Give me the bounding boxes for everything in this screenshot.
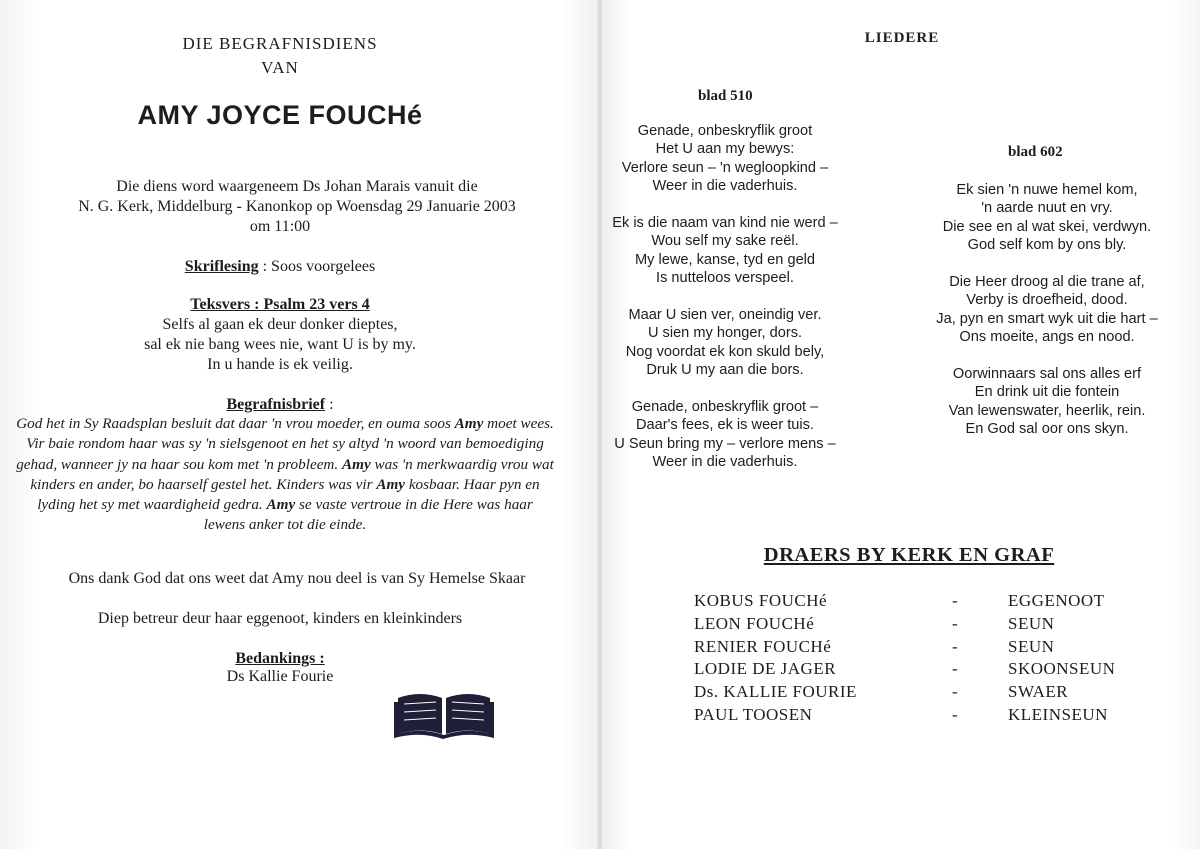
hymn-1-title: blad 510	[698, 88, 753, 104]
letter-heading-colon: :	[329, 396, 334, 413]
pallbearer-name: LEON FOUCHé	[694, 613, 815, 633]
lyric-line: Maar U sien ver, oneindig ver.	[628, 307, 822, 324]
lyric-line: Ons moeite, angs en nood.	[959, 329, 1135, 346]
pallbearer-row	[694, 590, 1115, 613]
pallbearer-row	[694, 681, 1115, 704]
lyric-line: Verlore seun – 'n wegloopkind –	[621, 159, 829, 176]
pallbearer-relation: KLEINSEUN	[1008, 704, 1108, 724]
lyric-line: U sien my honger, dors.	[647, 325, 803, 342]
deceased-name: AMY JOYCE FOUCHé	[137, 100, 423, 130]
acknowledgements-name: Ds Kallie Fourie	[226, 668, 334, 685]
left-page	[0, 0, 598, 849]
funeral-letter-heading	[0, 396, 560, 414]
scripture-label: Skriflesing	[184, 258, 259, 275]
acknowledgements-heading: Bedankings :	[235, 650, 325, 667]
lyric-line: Die see en al wat skei, verdwyn.	[942, 218, 1152, 235]
separator-dash: -	[952, 613, 958, 633]
verse-line: In u hande is ek veilig.	[207, 356, 353, 373]
lyric-line: En God sal oor ons skyn.	[965, 421, 1129, 438]
letter-name: Amy	[376, 475, 406, 493]
pallbearers-list	[694, 590, 1115, 727]
lyric-line: Is nutteloos verspeel.	[656, 270, 794, 287]
hymn-2-lyrics	[922, 181, 1172, 439]
lyric-line: 'n aarde nuut en vry.	[981, 200, 1113, 217]
lyric-line: Het U aan my bewys:	[655, 141, 795, 158]
separator-dash: -	[952, 591, 958, 610]
service-line: om 11:00	[249, 218, 311, 235]
pallbearer-name: RENIER FOUCHé	[694, 636, 832, 656]
letter-name: Amy	[454, 415, 484, 432]
pallbearer-relation: SEUN	[1008, 636, 1055, 656]
lyric-line: Van lewenswater, heerlik, rein.	[948, 402, 1146, 419]
lyric-line: Nog voordat ek kon skuld bely,	[625, 343, 825, 360]
pallbearer-name: KOBUS FOUCHé	[694, 591, 828, 610]
lyric-line: U Seun bring my – verlore mens –	[614, 435, 836, 452]
pallbearer-relation: SWAER	[1008, 682, 1069, 702]
hymns-heading: LIEDERE	[864, 30, 940, 46]
letter-text: God het in Sy Raadsplan besluit dat daar 'n vrou moeder, en ouma soos	[16, 415, 451, 432]
verse-line: sal ek nie bang wees nie, want U is by my.	[144, 336, 416, 353]
separator-dash: -	[952, 682, 958, 702]
lyric-line: Ja, pyn en smart wyk uit die hart –	[936, 310, 1158, 327]
thanks-line: Ons dank God dat ons weet dat Amy nou deel is van Sy Hemelse Skaar	[68, 570, 526, 587]
separator-dash: -	[952, 704, 958, 724]
heading-line-2: VAN	[261, 58, 299, 77]
text-verse-heading: Teksvers : Psalm 23 vers 4	[190, 296, 370, 313]
lyric-line: Daar's fees, ek is weer tuis.	[636, 417, 814, 434]
lyric-line: Genade, onbeskryflik groot –	[631, 399, 819, 416]
lyric-line: Ek sien 'n nuwe hemel kom,	[956, 182, 1138, 198]
pallbearer-row	[694, 658, 1115, 681]
pallbearer-relation: SEUN	[1008, 613, 1055, 633]
pallbearer-name: Ds. KALLIE FOURIE	[694, 682, 857, 702]
letter-name: Amy	[266, 496, 296, 514]
lyric-line: Wou self my sake reël.	[651, 233, 799, 250]
letter-heading-label: Begrafnisbrief	[226, 396, 326, 413]
lyric-line: God self kom by ons bly.	[967, 237, 1127, 254]
separator-dash: -	[952, 636, 958, 656]
lyric-line: Weer in die vaderhuis.	[652, 454, 798, 471]
pallbearer-row	[694, 613, 1115, 636]
scripture-reading	[0, 258, 560, 276]
funeral-letter-body	[16, 414, 554, 536]
lyric-line: Weer in die vaderhuis.	[652, 178, 798, 195]
lyric-line: My lewe, kanse, tyd en geld	[634, 251, 816, 268]
mourned-by-line: Diep betreur deur haar eggenoot, kinders en kleinkinders	[97, 610, 463, 627]
verse-line: Selfs al gaan ek deur donker dieptes,	[162, 316, 398, 333]
pallbearer-row	[694, 636, 1115, 659]
service-line: Die diens word waargeneem Ds Johan Marais vanuit die	[116, 178, 478, 195]
lyric-line: Ek is die naam van kind nie werd –	[612, 215, 838, 232]
hymn-2-title: blad 602	[1008, 144, 1063, 160]
pallbearer-name: PAUL TOOSEN	[694, 704, 813, 724]
letter-text: kosbaar. Haar pyn en lyding het sy met waardigheid gedra.	[37, 475, 540, 514]
scripture-value: : Soos voorgelees	[262, 258, 376, 275]
right-page	[602, 0, 1200, 849]
pallbearers-heading: DRAERS BY KERK EN GRAF	[763, 544, 1055, 566]
lyric-line: En drink uit die fontein	[974, 384, 1120, 401]
letter-name: Amy	[342, 455, 371, 473]
lyric-line: Verby is droefheid, dood.	[966, 292, 1128, 309]
lyric-line: Druk U my aan die bors.	[646, 362, 804, 379]
lyric-line: Oorwinnaars sal ons alles erf	[952, 366, 1142, 383]
pallbearer-relation: SKOONSEUN	[1008, 659, 1116, 679]
hymn-1-lyrics	[602, 122, 848, 472]
letter-text: moet wees. Vir baie rondom haar was sy 'n sielsgenoot en het sy altyd 'n woord van bemoediging gehad, wanneer jy na haar sou kom met 'n probleem.	[16, 415, 554, 473]
letter-text: was 'n merkwaardig vrou wat kinders en ander, bo haarself gestel het. Kinders was vir	[30, 455, 554, 493]
pallbearer-row	[694, 704, 1115, 727]
letter-text: se vaste vertroue in die Here was haar lewens anker tot die einde.	[203, 496, 533, 534]
lyric-line: Genade, onbeskryflik groot	[637, 123, 813, 139]
pallbearer-relation: EGGENOOT	[1008, 591, 1105, 610]
pallbearer-name: LODIE DE JAGER	[694, 659, 837, 679]
open-book-icon	[392, 690, 496, 742]
service-line: N. G. Kerk, Middelburg - Kanonkop op Woensdag 29 Januarie 2003	[78, 198, 516, 215]
heading-line-1: DIE BEGRAFNISDIENS	[182, 34, 378, 53]
lyric-line: Die Heer droog al die trane af,	[949, 274, 1145, 291]
separator-dash: -	[952, 659, 958, 679]
